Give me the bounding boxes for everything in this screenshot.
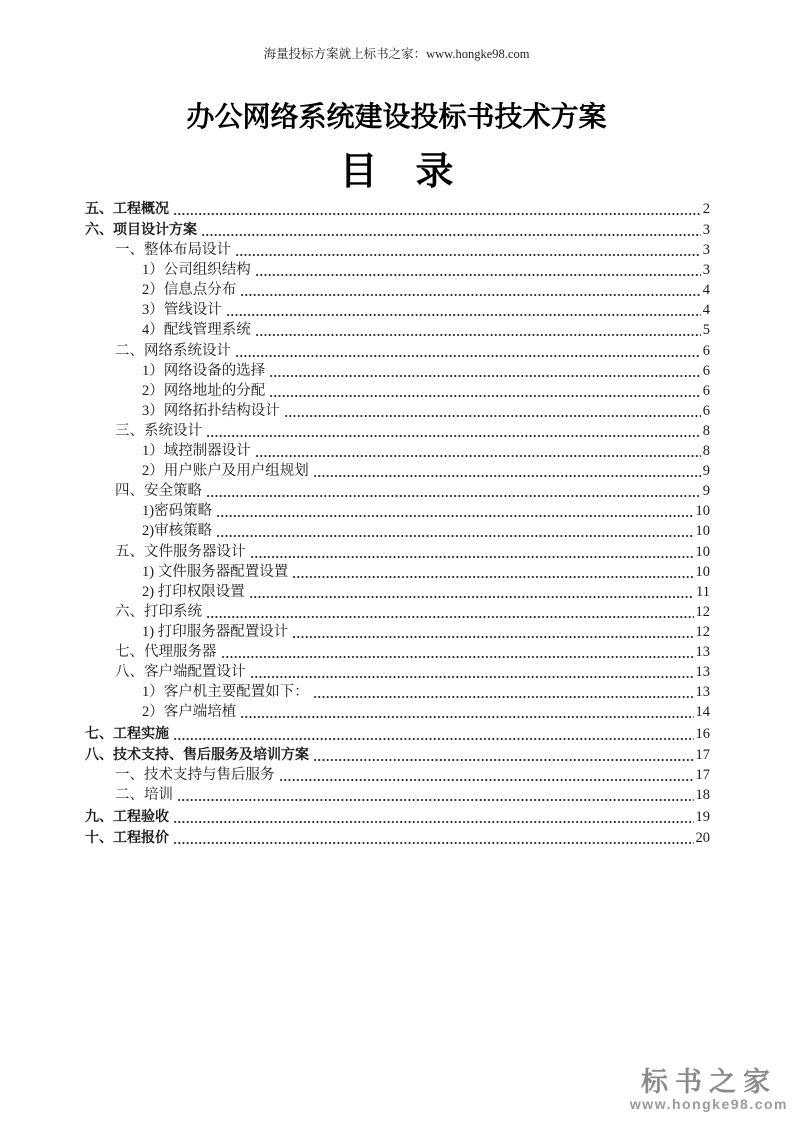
toc-page-number: 9 bbox=[702, 463, 710, 480]
toc-leader-dots bbox=[235, 354, 701, 358]
toc-entry-label: 二、培训 bbox=[115, 787, 173, 804]
toc-leader-dots bbox=[206, 434, 701, 438]
toc-entry-label: 五、工程概况 bbox=[85, 201, 169, 217]
toc-entry bbox=[85, 360, 710, 380]
toc-entry-label: 2)审核策略 bbox=[142, 523, 213, 540]
toc-page-number: 9 bbox=[702, 483, 710, 500]
toc-entry-label: 六、项目设计方案 bbox=[85, 223, 197, 238]
toc-leader-dots bbox=[226, 313, 701, 317]
toc-entry-label: 七、工程实施 bbox=[85, 726, 169, 742]
toc-entry bbox=[85, 339, 710, 359]
toc-entry bbox=[85, 480, 710, 500]
toc-entry-label: 九、工程验收 bbox=[85, 809, 169, 825]
toc-leader-dots bbox=[216, 514, 693, 518]
toc-entry bbox=[85, 400, 710, 420]
toc-entry bbox=[85, 641, 710, 661]
toc-page-number: 13 bbox=[695, 643, 710, 660]
toc-entry bbox=[85, 661, 710, 681]
toc-leader-dots bbox=[284, 414, 701, 418]
toc-entry bbox=[85, 721, 710, 743]
toc-page-number: 17 bbox=[695, 747, 710, 764]
toc-entry-label: 一、整体布局设计 bbox=[115, 242, 231, 259]
toc-page-number: 12 bbox=[695, 603, 710, 620]
toc-page-number: 19 bbox=[695, 808, 710, 825]
toc-entry-label: 1)密码策略 bbox=[142, 503, 213, 520]
toc-entry bbox=[85, 520, 710, 540]
toc-leader-dots bbox=[173, 820, 694, 824]
toc-entry bbox=[85, 561, 710, 581]
toc-page-number: 13 bbox=[695, 664, 710, 681]
toc-entry-label: 1) 文件服务器配置设置 bbox=[142, 563, 289, 580]
toc-entry-label: 七、代理服务器 bbox=[115, 643, 217, 660]
toc-page-number: 6 bbox=[702, 402, 710, 419]
watermark-site-name: 标书之家 bbox=[640, 1066, 777, 1097]
toc-leader-dots bbox=[313, 758, 694, 762]
toc-entry bbox=[85, 826, 710, 848]
toc-entry-label: 2）客户端培植 bbox=[142, 704, 237, 721]
toc-leader-dots bbox=[173, 737, 694, 741]
toc-page-number: 4 bbox=[702, 282, 710, 299]
toc-leader-dots bbox=[279, 778, 694, 782]
toc-page-number: 8 bbox=[702, 422, 710, 439]
toc-entry bbox=[85, 420, 710, 440]
toc-leader-dots bbox=[250, 555, 694, 559]
toc-page-number: 20 bbox=[695, 830, 710, 847]
toc-entry-label: 八、客户端配置设计 bbox=[115, 664, 246, 681]
toc-leader-dots bbox=[249, 595, 694, 599]
toc-entry bbox=[85, 701, 710, 721]
toc-leader-dots bbox=[216, 534, 693, 538]
toc-leader-dots bbox=[206, 494, 701, 498]
toc-leader-dots bbox=[255, 454, 701, 458]
toc-entry bbox=[85, 239, 710, 259]
toc-page-number: 10 bbox=[695, 543, 710, 560]
toc-entry bbox=[85, 621, 710, 641]
watermark-site-url: www.hongke98.com bbox=[629, 1096, 788, 1113]
toc-leader-dots bbox=[292, 635, 693, 639]
toc-entry-label: 3）管线设计 bbox=[142, 302, 222, 319]
toc-entry-label: 1）域控制器设计 bbox=[142, 443, 251, 460]
toc-page-number: 5 bbox=[702, 322, 710, 339]
toc-page-number: 6 bbox=[702, 342, 710, 359]
toc-page-number: 4 bbox=[702, 302, 710, 319]
toc-entry-label: 2) 打印权限设置 bbox=[142, 583, 245, 600]
toc-page-number: 6 bbox=[702, 382, 710, 399]
toc-page-number: 14 bbox=[695, 704, 710, 721]
toc-entry-label: 1) 打印服务器配置设计 bbox=[142, 623, 289, 640]
toc-entry bbox=[85, 196, 710, 218]
toc-entry bbox=[85, 743, 710, 765]
toc-entry bbox=[85, 299, 710, 319]
table-of-contents bbox=[85, 196, 710, 847]
toc-entry-label: 三、系统设计 bbox=[115, 422, 202, 439]
toc-entry-label: 二、网络系统设计 bbox=[115, 342, 231, 359]
toc-page-number: 3 bbox=[702, 262, 710, 279]
toc-leader-dots bbox=[240, 715, 693, 719]
toc-entry-label: 八、技术支持、售后服务及培训方案 bbox=[85, 748, 309, 764]
toc-leader-dots bbox=[173, 841, 694, 845]
toc-entry bbox=[85, 500, 710, 520]
toc-leader-dots bbox=[269, 374, 701, 378]
toc-page-number: 10 bbox=[695, 563, 710, 580]
toc-entry-label: 4）配线管理系统 bbox=[142, 322, 251, 339]
toc-entry bbox=[85, 804, 710, 826]
toc-page-number: 10 bbox=[695, 523, 710, 540]
toc-leader-dots bbox=[292, 575, 693, 579]
toc-entry-label: 1）网络设备的选择 bbox=[142, 362, 266, 379]
toc-page-number: 10 bbox=[695, 503, 710, 520]
toc-page-number: 3 bbox=[702, 222, 710, 238]
toc-entry-label: 3）网络拓扑结构设计 bbox=[142, 402, 280, 419]
toc-page-number: 16 bbox=[695, 725, 710, 742]
toc-page-number: 2 bbox=[702, 200, 710, 217]
toc-page-number: 6 bbox=[702, 362, 710, 379]
toc-entry-label: 六、打印系统 bbox=[115, 603, 202, 620]
toc-leader-dots bbox=[269, 394, 701, 398]
toc-entry-label: 1）客户机主要配置如下： bbox=[142, 684, 309, 701]
toc-entry-label: 一、技术支持与售后服务 bbox=[115, 767, 275, 784]
toc-leader-dots bbox=[206, 615, 694, 619]
toc-page-number: 13 bbox=[695, 684, 710, 701]
toc-heading: 目 录 bbox=[339, 151, 454, 193]
toc-entry-label: 五、文件服务器设计 bbox=[115, 543, 246, 560]
toc-leader-dots bbox=[221, 655, 694, 659]
toc-page-number: 3 bbox=[702, 242, 710, 259]
toc-entry bbox=[85, 784, 710, 804]
toc-entry-label: 1）公司组织结构 bbox=[142, 262, 251, 279]
toc-leader-dots bbox=[240, 293, 701, 297]
toc-page-number: 18 bbox=[695, 787, 710, 804]
toc-page-number: 17 bbox=[695, 767, 710, 784]
toc-entry bbox=[85, 581, 710, 601]
toc-entry bbox=[85, 601, 710, 621]
toc-leader-dots bbox=[201, 233, 701, 237]
toc-entry-label: 2）信息点分布 bbox=[142, 282, 237, 299]
toc-entry bbox=[85, 259, 710, 279]
toc-leader-dots bbox=[313, 474, 701, 478]
toc-leader-dots bbox=[250, 675, 694, 679]
toc-leader-dots bbox=[255, 273, 701, 277]
document-title: 办公网络系统建设投标书技术方案 bbox=[186, 102, 607, 133]
toc-entry bbox=[85, 764, 710, 784]
toc-leader-dots bbox=[313, 695, 694, 699]
toc-entry-label: 2）用户账户及用户组规划 bbox=[142, 463, 309, 480]
toc-leader-dots bbox=[177, 798, 694, 802]
toc-entry bbox=[85, 681, 710, 701]
toc-page-number: 8 bbox=[702, 443, 710, 460]
toc-entry bbox=[85, 460, 710, 480]
toc-page-number: 11 bbox=[696, 583, 710, 600]
toc-entry bbox=[85, 540, 710, 560]
toc-entry bbox=[85, 218, 710, 240]
toc-entry bbox=[85, 380, 710, 400]
site-watermark bbox=[630, 1068, 788, 1112]
toc-leader-dots bbox=[235, 253, 701, 257]
toc-entry-label: 2）网络地址的分配 bbox=[142, 382, 266, 399]
toc-entry-label: 四、安全策略 bbox=[115, 483, 202, 500]
toc-leader-dots bbox=[173, 212, 701, 216]
page-header-note: 海量投标方案就上标书之家：www.hongke98.com bbox=[263, 47, 530, 61]
toc-leader-dots bbox=[255, 333, 701, 337]
toc-entry bbox=[85, 440, 710, 460]
toc-entry bbox=[85, 279, 710, 299]
toc-entry-label: 十、工程报价 bbox=[85, 831, 169, 847]
toc-entry bbox=[85, 319, 710, 339]
toc-page-number: 12 bbox=[695, 623, 710, 640]
